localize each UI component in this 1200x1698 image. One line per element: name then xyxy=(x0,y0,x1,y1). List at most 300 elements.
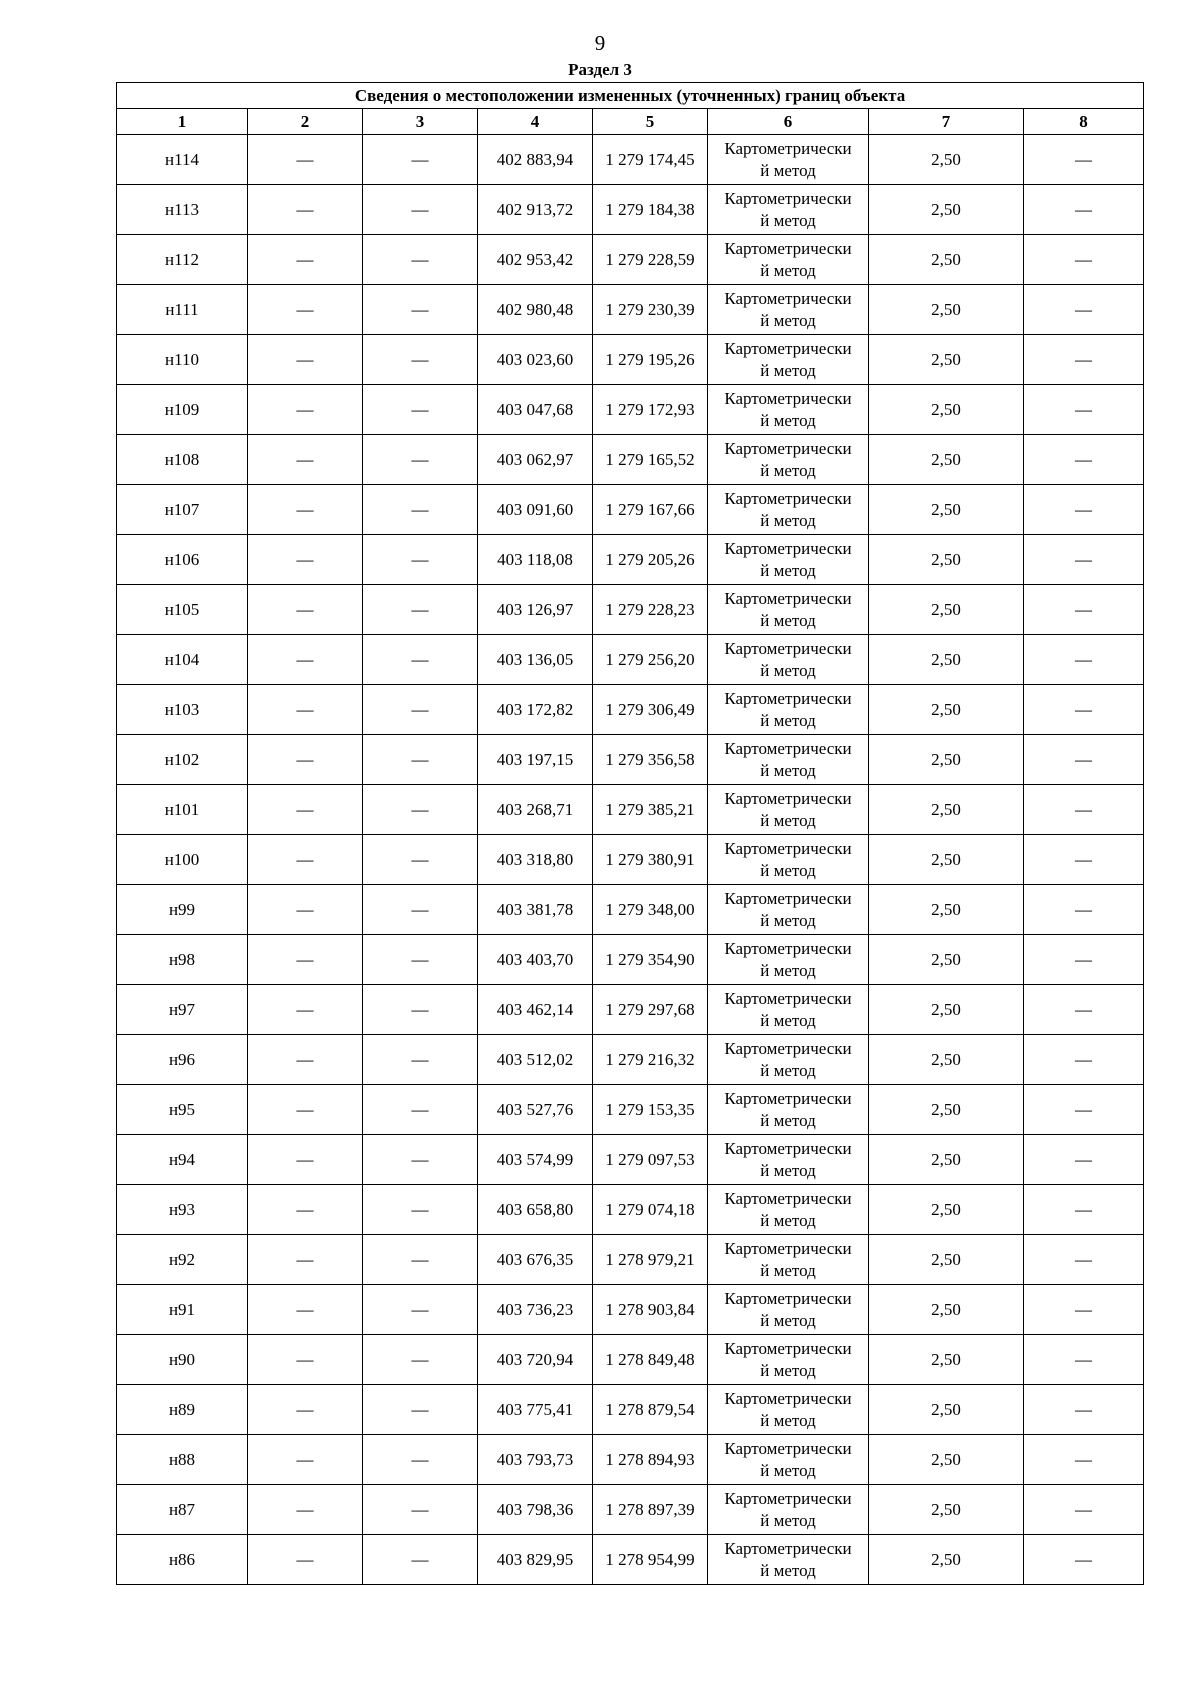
column-8-cell: — xyxy=(1024,635,1144,685)
column-3-cell: — xyxy=(363,285,478,335)
x-coordinate-cell: 403 062,97 xyxy=(478,435,593,485)
y-coordinate-cell: 1 279 228,59 xyxy=(593,235,708,285)
method-cell xyxy=(708,635,869,685)
y-coordinate-cell: 1 279 172,93 xyxy=(593,385,708,435)
column-2-cell: — xyxy=(248,785,363,835)
point-name-cell: н89 xyxy=(117,1385,248,1435)
method-cell xyxy=(708,135,869,185)
column-2-cell: — xyxy=(248,1285,363,1335)
method-cell xyxy=(708,1235,869,1285)
method-cell xyxy=(708,1135,869,1185)
column-3-cell: — xyxy=(363,1085,478,1135)
table-row xyxy=(117,1085,1144,1135)
point-name-cell: н106 xyxy=(117,535,248,585)
column-number: 6 xyxy=(708,109,869,135)
method-cell xyxy=(708,235,869,285)
x-coordinate-cell: 403 136,05 xyxy=(478,635,593,685)
column-8-cell: — xyxy=(1024,735,1144,785)
point-name-cell: н92 xyxy=(117,1235,248,1285)
x-coordinate-cell: 403 118,08 xyxy=(478,535,593,585)
method-cell xyxy=(708,285,869,335)
column-8-cell: — xyxy=(1024,1535,1144,1585)
accuracy-cell: 2,50 xyxy=(869,1535,1024,1585)
y-coordinate-cell: 1 279 195,26 xyxy=(593,335,708,385)
point-name-cell: н100 xyxy=(117,835,248,885)
x-coordinate-cell: 403 574,99 xyxy=(478,1135,593,1185)
method-cell xyxy=(708,785,869,835)
accuracy-cell: 2,50 xyxy=(869,785,1024,835)
method-line-1: Картометрически xyxy=(724,1488,852,1508)
method-line-1: Картометрически xyxy=(724,1388,852,1408)
point-name-cell: н86 xyxy=(117,1535,248,1585)
method-line-1: Картометрически xyxy=(724,1338,852,1358)
method-line-2: й метод xyxy=(760,1010,816,1030)
x-coordinate-cell: 403 197,15 xyxy=(478,735,593,785)
point-name-cell: н108 xyxy=(117,435,248,485)
accuracy-cell: 2,50 xyxy=(869,235,1024,285)
x-coordinate-cell: 403 829,95 xyxy=(478,1535,593,1585)
x-coordinate-cell: 403 268,71 xyxy=(478,785,593,835)
method-cell xyxy=(708,335,869,385)
method-line-2: й метод xyxy=(760,260,816,280)
column-number: 2 xyxy=(248,109,363,135)
table-row xyxy=(117,1185,1144,1235)
column-3-cell: — xyxy=(363,1285,478,1335)
y-coordinate-cell: 1 279 297,68 xyxy=(593,985,708,1035)
column-8-cell: — xyxy=(1024,1335,1144,1385)
accuracy-cell: 2,50 xyxy=(869,685,1024,735)
boundary-coordinates-table xyxy=(116,82,1144,1585)
table-row xyxy=(117,1385,1144,1435)
column-number: 8 xyxy=(1024,109,1144,135)
x-coordinate-cell: 403 512,02 xyxy=(478,1035,593,1085)
method-line-2: й метод xyxy=(760,460,816,480)
method-line-2: й метод xyxy=(760,410,816,430)
method-line-2: й метод xyxy=(760,1160,816,1180)
column-3-cell: — xyxy=(363,535,478,585)
x-coordinate-cell: 402 913,72 xyxy=(478,185,593,235)
table-caption: Сведения о местоположении измененных (уточненных) границ объекта xyxy=(117,83,1144,109)
method-cell xyxy=(708,1335,869,1385)
table-row xyxy=(117,335,1144,385)
table-row xyxy=(117,1535,1144,1585)
point-name-cell: н99 xyxy=(117,885,248,935)
y-coordinate-cell: 1 279 354,90 xyxy=(593,935,708,985)
method-line-2: й метод xyxy=(760,1460,816,1480)
column-2-cell: — xyxy=(248,1535,363,1585)
method-line-2: й метод xyxy=(760,1560,816,1580)
accuracy-cell: 2,50 xyxy=(869,735,1024,785)
accuracy-cell: 2,50 xyxy=(869,885,1024,935)
column-3-cell: — xyxy=(363,1185,478,1235)
table-caption-row xyxy=(117,83,1144,109)
method-line-2: й метод xyxy=(760,1410,816,1430)
method-cell xyxy=(708,935,869,985)
column-8-cell: — xyxy=(1024,935,1144,985)
accuracy-cell: 2,50 xyxy=(869,835,1024,885)
accuracy-cell: 2,50 xyxy=(869,1035,1024,1085)
column-8-cell: — xyxy=(1024,1085,1144,1135)
method-line-1: Картометрически xyxy=(724,1038,852,1058)
column-2-cell: — xyxy=(248,835,363,885)
page-number: 9 xyxy=(594,31,606,55)
column-2-cell: — xyxy=(248,735,363,785)
accuracy-cell: 2,50 xyxy=(869,1135,1024,1185)
x-coordinate-cell: 403 381,78 xyxy=(478,885,593,935)
column-2-cell: — xyxy=(248,135,363,185)
method-line-1: Картометрически xyxy=(724,988,852,1008)
point-name-cell: н87 xyxy=(117,1485,248,1535)
point-name-cell: н102 xyxy=(117,735,248,785)
point-name-cell: н98 xyxy=(117,935,248,985)
column-3-cell: — xyxy=(363,1385,478,1435)
method-line-1: Картометрически xyxy=(724,938,852,958)
method-cell xyxy=(708,385,869,435)
column-2-cell: — xyxy=(248,485,363,535)
column-8-cell: — xyxy=(1024,685,1144,735)
accuracy-cell: 2,50 xyxy=(869,585,1024,635)
method-line-1: Картометрически xyxy=(724,1138,852,1158)
method-line-2: й метод xyxy=(760,660,816,680)
accuracy-cell: 2,50 xyxy=(869,985,1024,1035)
method-line-2: й метод xyxy=(760,1210,816,1230)
column-8-cell: — xyxy=(1024,335,1144,385)
column-3-cell: — xyxy=(363,1235,478,1285)
table-row xyxy=(117,135,1144,185)
column-8-cell: — xyxy=(1024,1135,1144,1185)
method-line-1: Картометрически xyxy=(724,238,852,258)
column-3-cell: — xyxy=(363,185,478,235)
method-cell xyxy=(708,1485,869,1535)
method-line-1: Картометрически xyxy=(724,388,852,408)
method-cell xyxy=(708,835,869,885)
table-row xyxy=(117,935,1144,985)
method-line-2: й метод xyxy=(760,210,816,230)
method-line-1: Картометрически xyxy=(724,838,852,858)
point-name-cell: н95 xyxy=(117,1085,248,1135)
y-coordinate-cell: 1 278 903,84 xyxy=(593,1285,708,1335)
table-row xyxy=(117,585,1144,635)
method-cell xyxy=(708,685,869,735)
table-row xyxy=(117,485,1144,535)
accuracy-cell: 2,50 xyxy=(869,1385,1024,1435)
column-8-cell: — xyxy=(1024,835,1144,885)
method-cell xyxy=(708,1535,869,1585)
y-coordinate-cell: 1 279 306,49 xyxy=(593,685,708,735)
x-coordinate-cell: 403 172,82 xyxy=(478,685,593,735)
column-8-cell: — xyxy=(1024,1485,1144,1535)
y-coordinate-cell: 1 279 380,91 xyxy=(593,835,708,885)
table-row xyxy=(117,785,1144,835)
column-3-cell: — xyxy=(363,585,478,635)
x-coordinate-cell: 403 023,60 xyxy=(478,335,593,385)
column-2-cell: — xyxy=(248,235,363,285)
column-8-cell: — xyxy=(1024,285,1144,335)
x-coordinate-cell: 403 775,41 xyxy=(478,1385,593,1435)
column-3-cell: — xyxy=(363,235,478,285)
method-cell xyxy=(708,1385,869,1435)
x-coordinate-cell: 403 462,14 xyxy=(478,985,593,1035)
column-8-cell: — xyxy=(1024,185,1144,235)
table-row xyxy=(117,1485,1144,1535)
x-coordinate-cell: 403 793,73 xyxy=(478,1435,593,1485)
column-3-cell: — xyxy=(363,885,478,935)
point-name-cell: н91 xyxy=(117,1285,248,1335)
method-line-1: Картометрически xyxy=(724,1288,852,1308)
method-line-1: Картометрически xyxy=(724,1188,852,1208)
accuracy-cell: 2,50 xyxy=(869,435,1024,485)
table-row xyxy=(117,235,1144,285)
method-cell xyxy=(708,1085,869,1135)
x-coordinate-cell: 403 091,60 xyxy=(478,485,593,535)
point-name-cell: н93 xyxy=(117,1185,248,1235)
point-name-cell: н96 xyxy=(117,1035,248,1085)
column-8-cell: — xyxy=(1024,885,1144,935)
point-name-cell: н88 xyxy=(117,1435,248,1485)
column-3-cell: — xyxy=(363,485,478,535)
method-line-1: Картометрически xyxy=(724,338,852,358)
x-coordinate-cell: 403 798,36 xyxy=(478,1485,593,1535)
column-2-cell: — xyxy=(248,985,363,1035)
method-cell xyxy=(708,735,869,785)
column-2-cell: — xyxy=(248,1385,363,1435)
method-line-1: Картометрически xyxy=(724,488,852,508)
point-name-cell: н94 xyxy=(117,1135,248,1185)
column-8-cell: — xyxy=(1024,1285,1144,1335)
method-line-2: й метод xyxy=(760,1510,816,1530)
column-2-cell: — xyxy=(248,335,363,385)
column-8-cell: — xyxy=(1024,985,1144,1035)
column-8-cell: — xyxy=(1024,535,1144,585)
column-8-cell: — xyxy=(1024,785,1144,835)
column-8-cell: — xyxy=(1024,435,1144,485)
table-row xyxy=(117,885,1144,935)
method-line-1: Картометрически xyxy=(724,188,852,208)
column-3-cell: — xyxy=(363,835,478,885)
column-2-cell: — xyxy=(248,1235,363,1285)
accuracy-cell: 2,50 xyxy=(869,1185,1024,1235)
table-row xyxy=(117,685,1144,735)
column-2-cell: — xyxy=(248,1085,363,1135)
column-8-cell: — xyxy=(1024,235,1144,285)
method-line-2: й метод xyxy=(760,1060,816,1080)
column-number: 4 xyxy=(478,109,593,135)
y-coordinate-cell: 1 279 216,32 xyxy=(593,1035,708,1085)
accuracy-cell: 2,50 xyxy=(869,385,1024,435)
column-3-cell: — xyxy=(363,385,478,435)
method-cell xyxy=(708,1035,869,1085)
column-3-cell: — xyxy=(363,635,478,685)
method-line-1: Картометрически xyxy=(724,538,852,558)
accuracy-cell: 2,50 xyxy=(869,135,1024,185)
method-line-2: й метод xyxy=(760,560,816,580)
method-line-1: Картометрически xyxy=(724,438,852,458)
point-name-cell: н101 xyxy=(117,785,248,835)
x-coordinate-cell: 402 980,48 xyxy=(478,285,593,335)
method-cell xyxy=(708,585,869,635)
y-coordinate-cell: 1 279 074,18 xyxy=(593,1185,708,1235)
y-coordinate-cell: 1 279 097,53 xyxy=(593,1135,708,1185)
method-line-2: й метод xyxy=(760,310,816,330)
y-coordinate-cell: 1 279 348,00 xyxy=(593,885,708,935)
method-line-1: Картометрически xyxy=(724,1438,852,1458)
method-cell xyxy=(708,885,869,935)
table-row xyxy=(117,285,1144,335)
column-3-cell: — xyxy=(363,1435,478,1485)
table-row xyxy=(117,1235,1144,1285)
method-line-2: й метод xyxy=(760,360,816,380)
table-row xyxy=(117,735,1144,785)
accuracy-cell: 2,50 xyxy=(869,1435,1024,1485)
table-row xyxy=(117,1435,1144,1485)
x-coordinate-cell: 403 720,94 xyxy=(478,1335,593,1385)
y-coordinate-cell: 1 279 228,23 xyxy=(593,585,708,635)
table-row xyxy=(117,1035,1144,1085)
column-3-cell: — xyxy=(363,335,478,385)
section-title: Раздел 3 xyxy=(568,60,632,79)
column-8-cell: — xyxy=(1024,1185,1144,1235)
column-3-cell: — xyxy=(363,785,478,835)
y-coordinate-cell: 1 278 897,39 xyxy=(593,1485,708,1535)
method-line-1: Картометрически xyxy=(724,1538,852,1558)
point-name-cell: н109 xyxy=(117,385,248,435)
x-coordinate-cell: 403 527,76 xyxy=(478,1085,593,1135)
column-8-cell: — xyxy=(1024,1385,1144,1435)
column-2-cell: — xyxy=(248,685,363,735)
y-coordinate-cell: 1 278 894,93 xyxy=(593,1435,708,1485)
table-row xyxy=(117,635,1144,685)
point-name-cell: н114 xyxy=(117,135,248,185)
column-3-cell: — xyxy=(363,1335,478,1385)
y-coordinate-cell: 1 279 153,35 xyxy=(593,1085,708,1135)
method-line-1: Картометрически xyxy=(724,288,852,308)
y-coordinate-cell: 1 279 385,21 xyxy=(593,785,708,835)
column-number: 7 xyxy=(869,109,1024,135)
column-number: 5 xyxy=(593,109,708,135)
x-coordinate-cell: 403 403,70 xyxy=(478,935,593,985)
method-line-1: Картометрически xyxy=(724,738,852,758)
point-name-cell: н105 xyxy=(117,585,248,635)
method-line-1: Картометрически xyxy=(724,1238,852,1258)
column-8-cell: — xyxy=(1024,385,1144,435)
column-2-cell: — xyxy=(248,1035,363,1085)
column-3-cell: — xyxy=(363,1035,478,1085)
table-row xyxy=(117,435,1144,485)
column-2-cell: — xyxy=(248,1435,363,1485)
method-line-1: Картометрически xyxy=(724,788,852,808)
column-2-cell: — xyxy=(248,935,363,985)
column-2-cell: — xyxy=(248,1185,363,1235)
method-line-2: й метод xyxy=(760,610,816,630)
column-3-cell: — xyxy=(363,1485,478,1535)
method-line-2: й метод xyxy=(760,860,816,880)
column-2-cell: — xyxy=(248,285,363,335)
table-body xyxy=(117,135,1144,1585)
accuracy-cell: 2,50 xyxy=(869,1085,1024,1135)
column-number: 3 xyxy=(363,109,478,135)
table-row xyxy=(117,385,1144,435)
column-3-cell: — xyxy=(363,435,478,485)
y-coordinate-cell: 1 279 205,26 xyxy=(593,535,708,585)
method-line-1: Картометрически xyxy=(724,888,852,908)
column-3-cell: — xyxy=(363,935,478,985)
accuracy-cell: 2,50 xyxy=(869,335,1024,385)
column-2-cell: — xyxy=(248,1335,363,1385)
method-line-2: й метод xyxy=(760,910,816,930)
point-name-cell: н111 xyxy=(117,285,248,335)
y-coordinate-cell: 1 279 165,52 xyxy=(593,435,708,485)
column-8-cell: — xyxy=(1024,585,1144,635)
method-line-2: й метод xyxy=(760,160,816,180)
point-name-cell: н90 xyxy=(117,1335,248,1385)
point-name-cell: н113 xyxy=(117,185,248,235)
column-2-cell: — xyxy=(248,635,363,685)
column-3-cell: — xyxy=(363,985,478,1035)
column-3-cell: — xyxy=(363,135,478,185)
table-row xyxy=(117,1335,1144,1385)
table-row xyxy=(117,1135,1144,1185)
x-coordinate-cell: 403 658,80 xyxy=(478,1185,593,1235)
point-name-cell: н110 xyxy=(117,335,248,385)
column-number-row xyxy=(117,109,1144,135)
method-cell xyxy=(708,535,869,585)
column-2-cell: — xyxy=(248,535,363,585)
method-line-1: Картометрически xyxy=(724,688,852,708)
accuracy-cell: 2,50 xyxy=(869,285,1024,335)
table-row xyxy=(117,835,1144,885)
method-cell xyxy=(708,985,869,1035)
accuracy-cell: 2,50 xyxy=(869,535,1024,585)
method-line-2: й метод xyxy=(760,510,816,530)
point-name-cell: н103 xyxy=(117,685,248,735)
column-8-cell: — xyxy=(1024,135,1144,185)
method-line-2: й метод xyxy=(760,1360,816,1380)
y-coordinate-cell: 1 278 979,21 xyxy=(593,1235,708,1285)
point-name-cell: н112 xyxy=(117,235,248,285)
column-2-cell: — xyxy=(248,885,363,935)
column-2-cell: — xyxy=(248,385,363,435)
y-coordinate-cell: 1 279 174,45 xyxy=(593,135,708,185)
y-coordinate-cell: 1 278 879,54 xyxy=(593,1385,708,1435)
method-cell xyxy=(708,1285,869,1335)
column-3-cell: — xyxy=(363,1135,478,1185)
column-3-cell: — xyxy=(363,685,478,735)
column-2-cell: — xyxy=(248,1135,363,1185)
accuracy-cell: 2,50 xyxy=(869,935,1024,985)
method-line-2: й метод xyxy=(760,710,816,730)
column-8-cell: — xyxy=(1024,1435,1144,1485)
y-coordinate-cell: 1 279 184,38 xyxy=(593,185,708,235)
method-line-2: й метод xyxy=(760,960,816,980)
column-number: 1 xyxy=(117,109,248,135)
column-8-cell: — xyxy=(1024,1235,1144,1285)
x-coordinate-cell: 403 676,35 xyxy=(478,1235,593,1285)
method-line-2: й метод xyxy=(760,810,816,830)
y-coordinate-cell: 1 278 954,99 xyxy=(593,1535,708,1585)
x-coordinate-cell: 402 883,94 xyxy=(478,135,593,185)
method-line-2: й метод xyxy=(760,1110,816,1130)
accuracy-cell: 2,50 xyxy=(869,185,1024,235)
accuracy-cell: 2,50 xyxy=(869,1285,1024,1335)
y-coordinate-cell: 1 279 167,66 xyxy=(593,485,708,535)
method-cell xyxy=(708,185,869,235)
y-coordinate-cell: 1 279 256,20 xyxy=(593,635,708,685)
method-line-1: Картометрически xyxy=(724,638,852,658)
method-line-1: Картометрически xyxy=(724,138,852,158)
point-name-cell: н104 xyxy=(117,635,248,685)
method-line-1: Картометрически xyxy=(724,1088,852,1108)
accuracy-cell: 2,50 xyxy=(869,1485,1024,1535)
